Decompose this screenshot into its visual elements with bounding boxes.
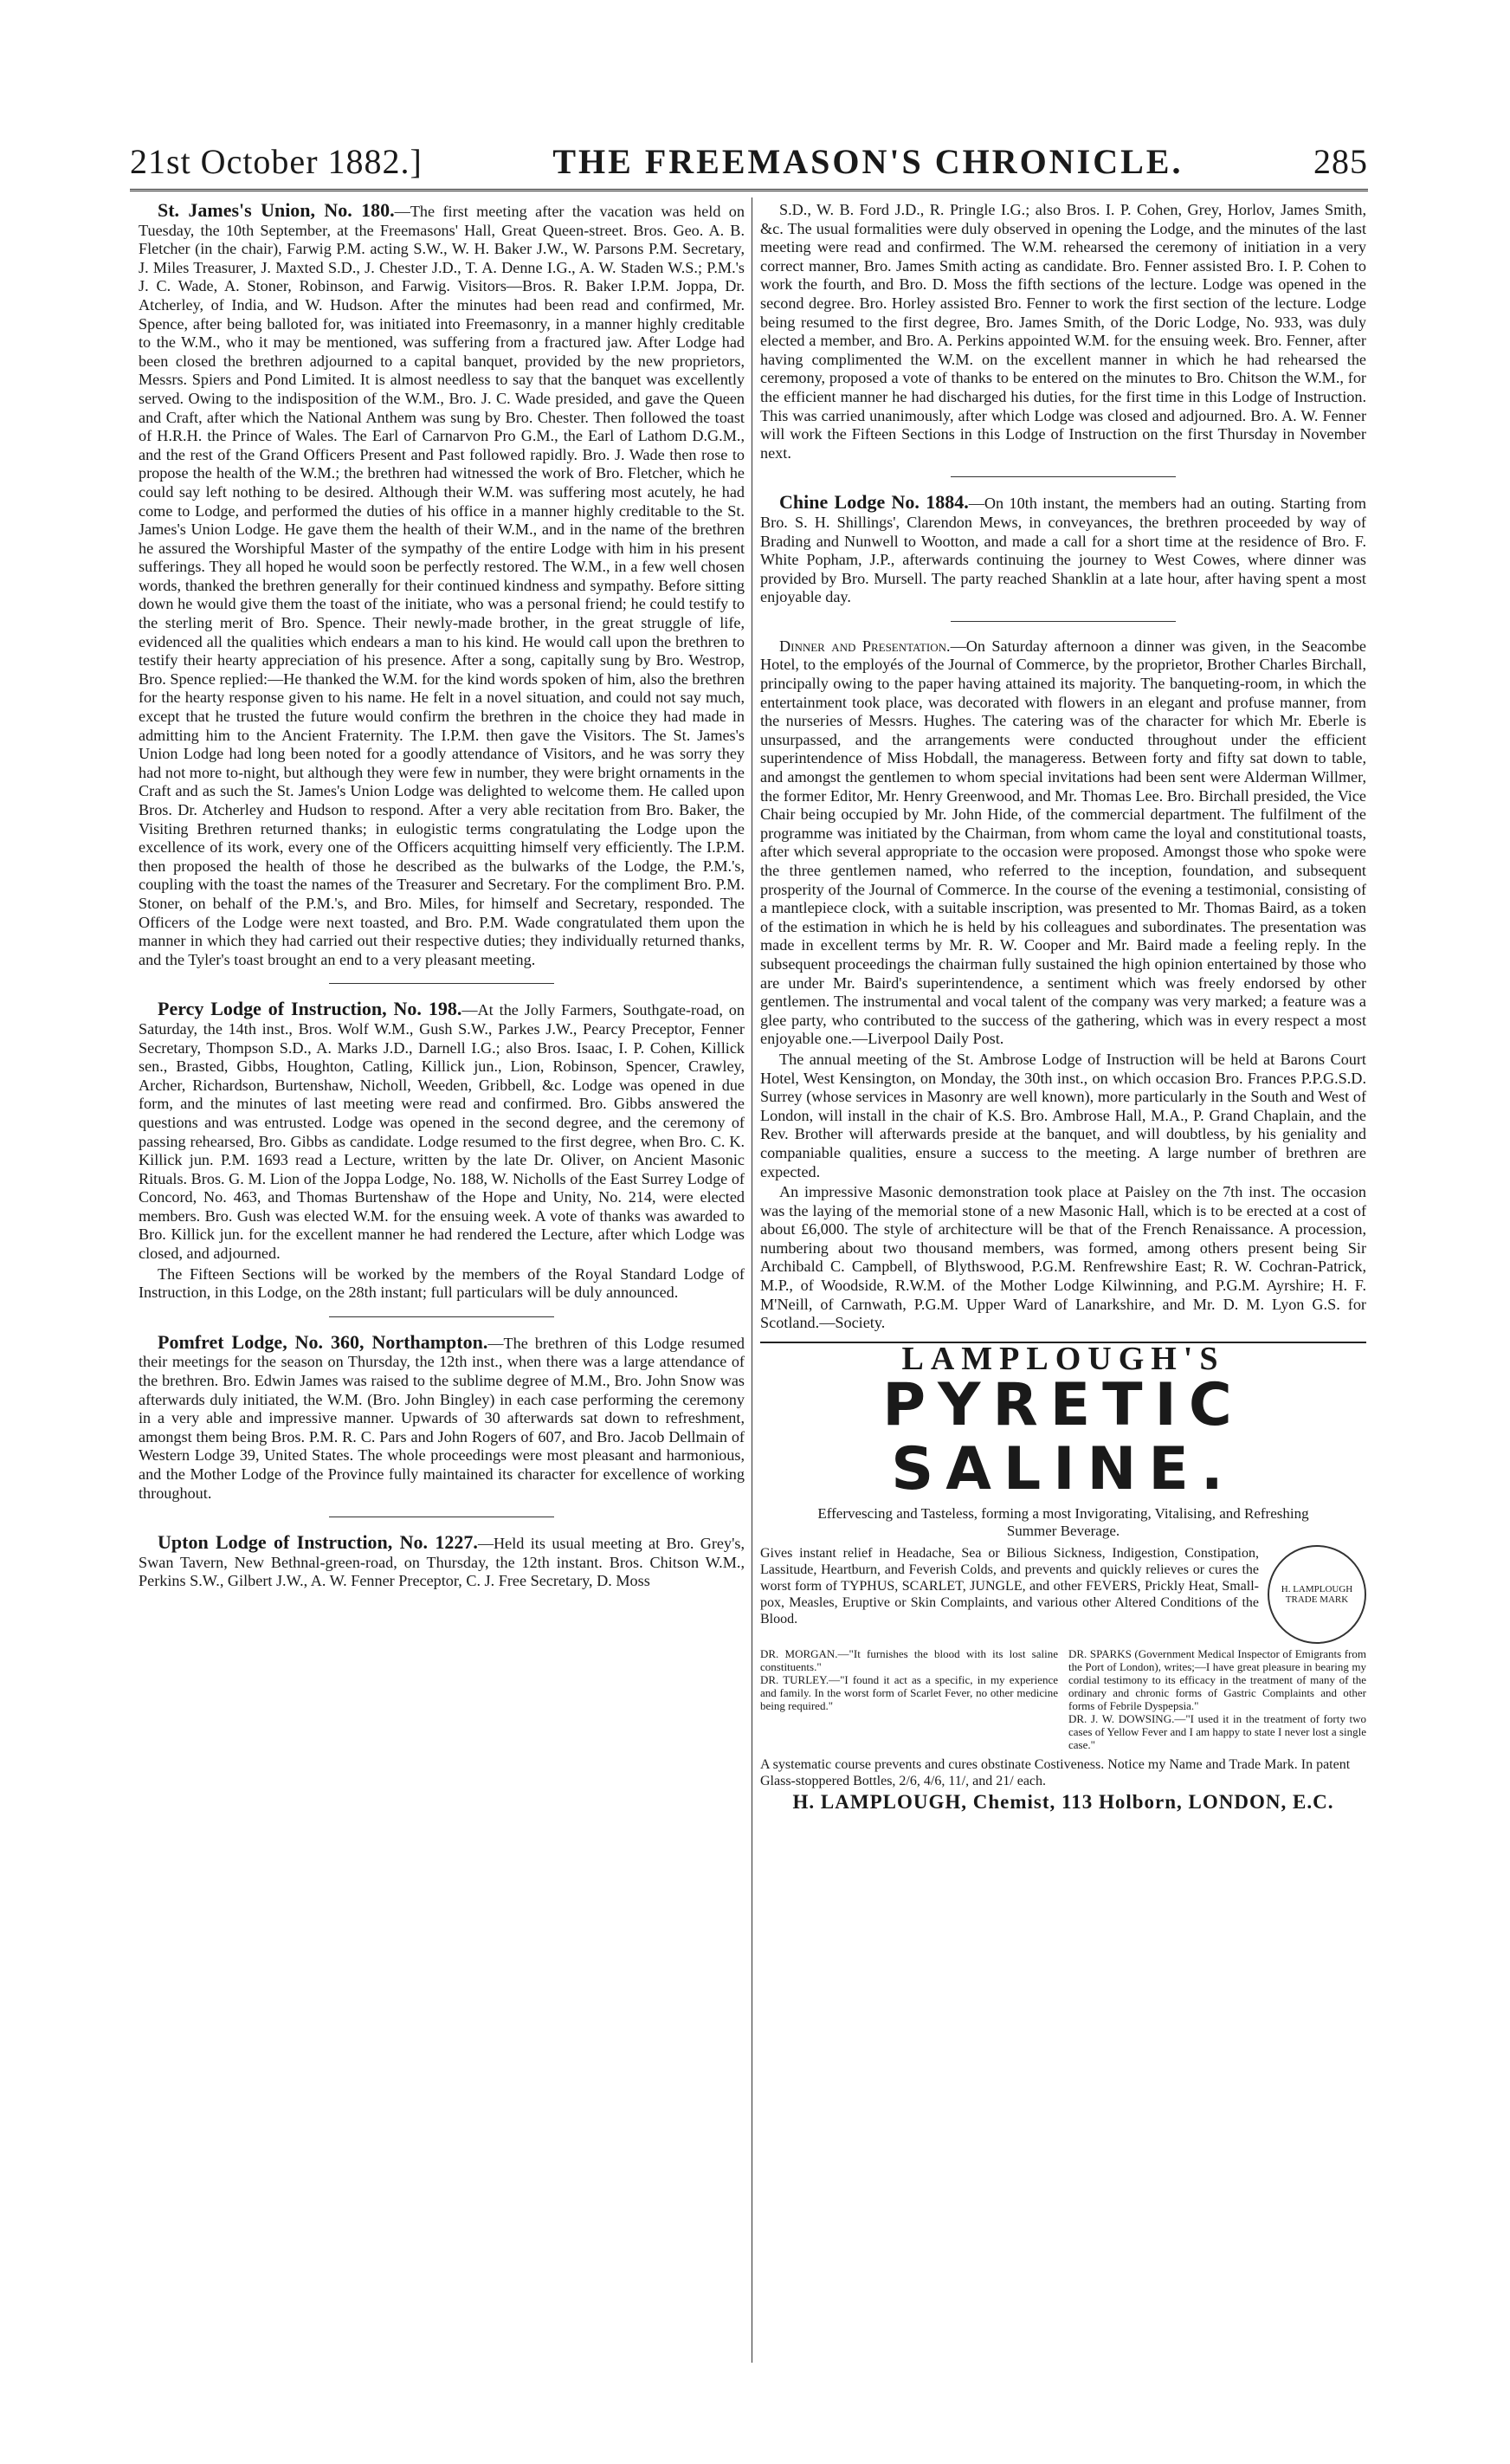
ad-body bbox=[760, 1545, 1366, 1644]
left-column bbox=[139, 201, 745, 1593]
article-upton-lodge bbox=[139, 1533, 745, 1591]
article-text: —On Saturday afternoon a dinner was given, in the Seacombe Hotel, to the employés of the Journal of Commerce, by the proprietor, Brother Charles Birchall, principally owing to the paper having attained its majority. The banqueting-room, in which the entertainment took place, was decorated with flowers in an elegant and profuse manner, from the nurseries of Messrs. Hughes. The catering was of the character for which Mr. Eberle is unsurpassed, and the arrangements were conducted throughout under the efficient superintendence of Miss Hobdall, the manageress. Between forty and fifty sat down to table, and amongst the gentlemen to whom special invitations had been sent were Alderman Willmer, the former Editor, Mr. Henry Greenwood, and Mr. Thomas Lee. Bro. Birchall presided, the Vice Chair being occupied by Mr. John Hide, of the commercial department. The fulfilment of the programme was initiated by the Chairman, from whom came the loyal and constitutional toasts, after which several appropriate to the occasion were proposed. Amongst those who spoke were the three gentlemen named, who referred to the inception, foundation, and subsequent prosperity of the Journal of Commerce. In the course of the evening a testimonial, consisting of a mantlepiece clock, with a suitable inscription, was presented to Mr. Thomas Baird, as a token of the estimation in which he is held by his colleagues and subordinates. The presentation was made in excellent terms by Mr. R. W. Cooper and Mr. Baird made a feeling reply. In the subsequent proceedings the chairman fully sustained the high opinion entertained by those who are under Mr. Baird's superintendence, a sentiment which was freely endorsed by other gentlemen. The instrumental and vocal talent of the company was very marked; a feature was a glee party, who contributed to the success of the gathering, which was in every respect a most enjoyable one.—Liverpool Daily Post. bbox=[760, 637, 1366, 1048]
article-text: —The brethren of this Lodge resumed their meetings for the season on Thursday, the 12th inst., when there was a large attendance of the brethren. Bro. Edwin James was raised to the sublime degree of M.M., Bro. John Snow was afterwards duly initiated, the W.M. (Bro. John Bingley) in each case performing the ceremony in a very able and impressive manner. Upwards of 30 afterwards sat down to refreshment, amongst them being Bros. P.M. R. C. Pars and John Rogers of 607, and Bro. Jacob Dellmain of Western Lodge 39, United States. The whole proceedings were most pleasant and harmonious, and the Mother Lodge of the Province fully maintained its character for excellence of working throughout. bbox=[139, 1334, 745, 1502]
testimonial: DR. J. W. DOWSING.—"I used it in the treatment of forty two cases of Yellow Fever and I am happy to state I never lost a single case." bbox=[1068, 1712, 1366, 1752]
ad-testimonials bbox=[760, 1647, 1366, 1751]
page-number: 285 bbox=[1313, 142, 1368, 181]
article-percy-lodge bbox=[139, 999, 745, 1263]
article-heading: Chine Lodge No. 1884. bbox=[779, 491, 969, 514]
testimonial: DR. SPARKS (Government Medical Inspector of Emigrants from the Port of London), writes;—I have great pleasure in bearing my cordial testimony to its efficacy in the treatment of many of the ordinary and chronic forms of Gastric Complaints and other forms of Febrile Dyspepsia." bbox=[1068, 1647, 1366, 1713]
article-text: —On 10th instant, the members had an outing. Starting from Bro. S. H. Shillings', Clarendon Mews, in conveyances, the brethren proceeded by way of Brading and Nunwell to Wootton, and made a call for a short time at the residence of Bro. F. White Popham, J.P., afterwards continuing the journey to West Cowes, where dinner was provided by Bro. Mursell. The party reached Shanklin at a late hour, after having spent a most enjoyable day. bbox=[760, 495, 1366, 606]
ad-tagline: Effervescing and Tasteless, forming a most Invigorating, Vitalising, and Refreshing Summer Beverage. bbox=[817, 1505, 1309, 1540]
article-separator bbox=[951, 476, 1176, 477]
article-continuation: S.D., W. B. Ford J.D., R. Pringle I.G.; also Bros. I. P. Cohen, Grey, Horlov, James Smith, &c. The usual formalities were duly observed in opening the Lodge, and the minutes of the last meeting were read and confirmed. The W.M. rehearsed the ceremony of initiation in a very correct manner, Bro. James Smith acting as candidate. Bro. Fenner assisted Bro. I. P. Cohen to work the fourth, and Bro. D. Moss the fifth sections of the lecture. Lodge was opened in the second degree. Bro. Horley assisted Bro. Fenner to work the first section of the lecture. Lodge being resumed to the first degree, Bro. James Smith, of the Doric Lodge, No. 933, was duly elected a member, and Bro. A. Perkins appointed W.M. for the ensuing week. Bro. Fenner, after having complimented the W.M. on the excellent manner in which he had rehearsed the ceremony, proposed a vote of thanks to be entered on the minutes to Bro. Chitson the W.M., for the efficient manner he had discharged his duties, for the first time in this Lodge of Instruction. This was carried unanimously, after which Lodge was closed and adjourned. Bro. A. W. Fenner will work the Fifteen Sections in this Lodge of Instruction on the first Thursday in November next. bbox=[760, 201, 1366, 462]
article-st-ambrose: The annual meeting of the St. Ambrose Lodge of Instruction will be held at Barons Court Hotel, West Kensington, on Monday, the 30th inst., on which occasion Bro. Frances P.P.G.S.D. Surrey (whose services in Masonry are well known), more particularly in the South and West of London, will install in the chair of K.S. Bro. Ambrose Hall, M.A., P. Grand Chaplain, and the Rev. Brother will afterwards preside at the banquet, and will doubtless, by his geniality and companiable qualities, ensure a success to the meeting. A large number of brethren are expected. bbox=[760, 1050, 1366, 1180]
ad-footer: A systematic course prevents and cures obstinate Costiveness. Notice my Name and Trade Mark. In patent Glass-stoppered Bottles, 2/6, 4/6, 11/, and 21/ each. bbox=[760, 1757, 1351, 1789]
trade-mark-seal-icon bbox=[1268, 1545, 1366, 1644]
article-chine-lodge bbox=[760, 493, 1366, 607]
article-separator bbox=[329, 983, 554, 984]
masthead bbox=[130, 130, 1368, 182]
issue-date: 21st October 1882.] bbox=[130, 142, 423, 181]
article-text: —At the Jolly Farmers, Southgate-road, on Saturday, the 14th inst., Bros. Wolf W.M., Gush S.W., Parkes J.W., Pearcy Preceptor, Fenner Secretary, Thompson S.D., A. Marks J.D., Darnell I.G.; also Bros. Isaac, I. P. Cohen, Killick sen., Brasted, Gibbs, Houghton, Catling, Killick jun., Lion, Robinson, Spencer, Crawley, Archer, Richardson, Burtenshaw, Nicholl, Weeden, Gribbell, &c. Lodge was opened in due form, and the minutes of last meeting were read and confirmed. Bro. Gibbs answered the questions and was entrusted. Lodge was opened in the second degree, and the ceremony of passing rehearsed, Bro. Gibbs as candidate. Lodge resumed to the first degree, when Bro. C. K. Killick jun. P.M. 1693 read a Lecture, written by the late Dr. Oliver, on Ancient Masonic Rituals. Bros. G. M. Lion of the Joppa Lodge, No. 188, W. Nicholls of the East Surrey Lodge of Concord, No. 463, and Thomas Burtenshaw of the Hope and Unity, No. 214, were elected members. Bro. Gush was elected W.M. for the ensuing week. A vote of thanks was awarded to Bro. Killick jun. for the excellent manner he had rendered the Lecture, after which Lodge was closed, and adjourned. bbox=[139, 1001, 745, 1263]
article-dinner-presentation bbox=[760, 637, 1366, 1049]
article-heading: Pomfret Lodge, No. 360, Northampton. bbox=[158, 1330, 488, 1353]
article-heading: Percy Lodge of Instruction, No. 198. bbox=[158, 998, 462, 1020]
article-text: —Held its usual meeting at Bro. Grey's, Swan Tavern, New Bethnal-green-road, on Thursday, the 12th instant. Bros. Chitson W.M., Perkins S.W., Gilbert J.W., A. W. Fenner Preceptor, C. J. Free Secretary, D. Moss bbox=[139, 1535, 745, 1590]
seal-text: H. LAMPLOUGH TRADE MARK bbox=[1281, 1584, 1353, 1606]
masthead-rule bbox=[130, 189, 1368, 191]
article-st-james-union bbox=[139, 201, 745, 969]
article-paragraph: The Fifteen Sections will be worked by the members of the Royal Standard Lodge of Instruction, in this Lodge, on the 28th instant; full particulars will be duly announced. bbox=[139, 1264, 745, 1302]
article-text: —The first meeting after the vacation was held on Tuesday, the 10th September, at the Freemasons' Hall, Great Queen-street. Bros. Geo. A. B. Fletcher (in the chair), Farwig P.M. acting S.W., W. H. Baker J.W., W. Parsons P.M. Secretary, J. Miles Treasurer, J. Maxted S.D., J. Chester J.D., T. A. Denne I.G., A. W. Staden W.S.; P.M.'s J. C. Wade, A. Stoner, Robinson, and Farwig. Visitors—Bros. R. Baker I.P.M. Joppa, Dr. Atcherley, of India, and W. Hudson. After the minutes had been read and confirmed, Mr. Spence, after being balloted for, was initiated into Freemasonry, in a manner highly creditable to the W.M., who it may be mentioned, was suffering from a fractured jaw. After Lodge had been closed the brethren adjourned to a capital banquet, provided by the new proprietors, Messrs. Spiers and Pond Limited. It is almost needless to say that the banquet was excellently served. Owing to the indisposition of the W.M., Bro. J. C. Wade presided, and gave the Queen and Craft, after which the National Anthem was sung by Bro. Chester. Then followed the toast of H.R.H. the Prince of Wales. The Earl of Carnarvon Pro G.M., the Earl of Lathom D.G.M., and the rest of the Grand Officers Present and Past followed rapidly. Bro. J. Wade then rose to propose the health of the W.M.; the brethren had witnessed the work of Bro. Fletcher, which he could say left nothing to be desired. Although their W.M. was suffering most acutely, he had come to Lodge, and performed the duties of his office in a manner highly creditable to the St. James's Union Lodge. He gave them the health of their W.M., and in the name of the brethren he assured the Worshipful Master of the sympathy of the entire Lodge with him in his present sufferings. They all hoped he would soon be perfectly restored. The W.M., in a few well chosen words, thanked the brethren generally for their continued kindness and sympathy. Before sitting down he would give them the toast of the initiate, who was a personal friend; he could testify to the sterling merit of Bro. Spence. Their newly-made brother, in the great struggle of life, evidenced all the qualities which endears a man to his kind. He would call upon the brethren to testify their hearty appreciation of his presence. After a song, capitally sung by Bro. Westrop, Bro. Spence replied:—He thanked the W.M. for the kind words spoken of him, also the brethren for the hearty response given to his name. He felt in a novel situation, and could not say much, except that he trusted the future would confirm the brethren in the choice they had made in admitting him to the Ancient Fraternity. The I.P.M. then gave the Visitors. The St. James's Union Lodge had long been noted for a goodly attendance of Visitors, and he was sorry they had not more to-night, but although they were few in number, they were bright ornaments in the Craft and as such the St. James's Union Lodge was delighted to welcome them. He called upon Bros. Dr. Atcherley and Hudson to respond. After a very able recitation from Bro. Baker, the Visiting Brethren returned thanks; in eulogistic terms congratulating the Lodge upon the excellence of its work, every one of the Officers acquitting himself very efficiently. The I.P.M. then proposed the health of those he described as the bulwarks of the Lodge, the P.M.'s, coupling with the toast the names of the Treasurer and Secretary. For the compliment Bro. P.M. Stoner, on behalf of the P.M.'s, and Bro. Miles, for himself and Secretary, responded. The Officers of the Lodge were next toasted, and Bro. P.M. Wade congratulated them upon the manner in which they had carried out their respective duties; they individually returned thanks, and the Tyler's toast brought an end to a very pleasant meeting. bbox=[139, 203, 745, 968]
article-paisley: An impressive Masonic demonstration took place at Paisley on the 7th inst. The occasion was the laying of the memorial stone of a new Masonic Hall, which is to be erected at a cost of about £6,000. The style of architecture will be that of the French Renaissance. A procession, numbering about two thousand members, was formed, among others present being Sir Archibald C. Campbell, of Blythswood, P.G.M. Renfrewshire East; R. W. Cochran-Patrick, M.P., of Woodside, R.W.M. of the Mother Lodge Kilwinning, and P.G.M. Ayrshire; H. F. M'Neill, of Carnwath, P.G.M. Upper Ward of Lanarkshire, and Mr. D. M. Lyon G.S. for Scotland.—Society. bbox=[760, 1183, 1366, 1332]
article-lead: Dinner and Presentation. bbox=[779, 637, 951, 655]
testimonial-column bbox=[1068, 1647, 1366, 1751]
testimonial-column bbox=[760, 1647, 1058, 1751]
advertisement bbox=[760, 1342, 1366, 1812]
ad-claims: Gives instant relief in Headache, Sea or Bilious Sickness, Indigestion, Constipation, Lassitude, Heartburn, and Feverish Colds, and prevents and quickly relieves or cures the worst form of TYPHUS, SCARLET, JUNGLE, and other FEVERS, Prickly Heat, Small-pox, Measles, Eruptive or Skin Complaints, and various other Altered Conditions of the Blood. bbox=[760, 1546, 1259, 1627]
testimonial: DR. TURLEY.—"I found it act as a specific, in my experience and family. In the worst form of Scarlet Fever, no other medicine being required." bbox=[760, 1673, 1058, 1713]
article-pomfret-lodge bbox=[139, 1330, 745, 1503]
right-column bbox=[760, 201, 1366, 1812]
article-separator bbox=[951, 621, 1176, 622]
testimonial: DR. MORGAN.—"It furnishes the blood with its lost saline constituents." bbox=[760, 1647, 1058, 1674]
ad-product-name: PYRETIC SALINE. bbox=[882, 1371, 1244, 1504]
ad-chemist-address: H. LAMPLOUGH, Chemist, 113 Holborn, LONDON, E.C. bbox=[792, 1791, 1334, 1814]
article-separator bbox=[329, 1316, 554, 1317]
article-heading: Upton Lodge of Instruction, No. 1227. bbox=[158, 1531, 478, 1554]
ad-maker-name: LAMPLOUGH'S bbox=[901, 1340, 1225, 1377]
publication-title: THE FREEMASON'S CHRONICLE. bbox=[552, 142, 1184, 181]
article-heading: St. James's Union, No. 180. bbox=[158, 199, 395, 221]
